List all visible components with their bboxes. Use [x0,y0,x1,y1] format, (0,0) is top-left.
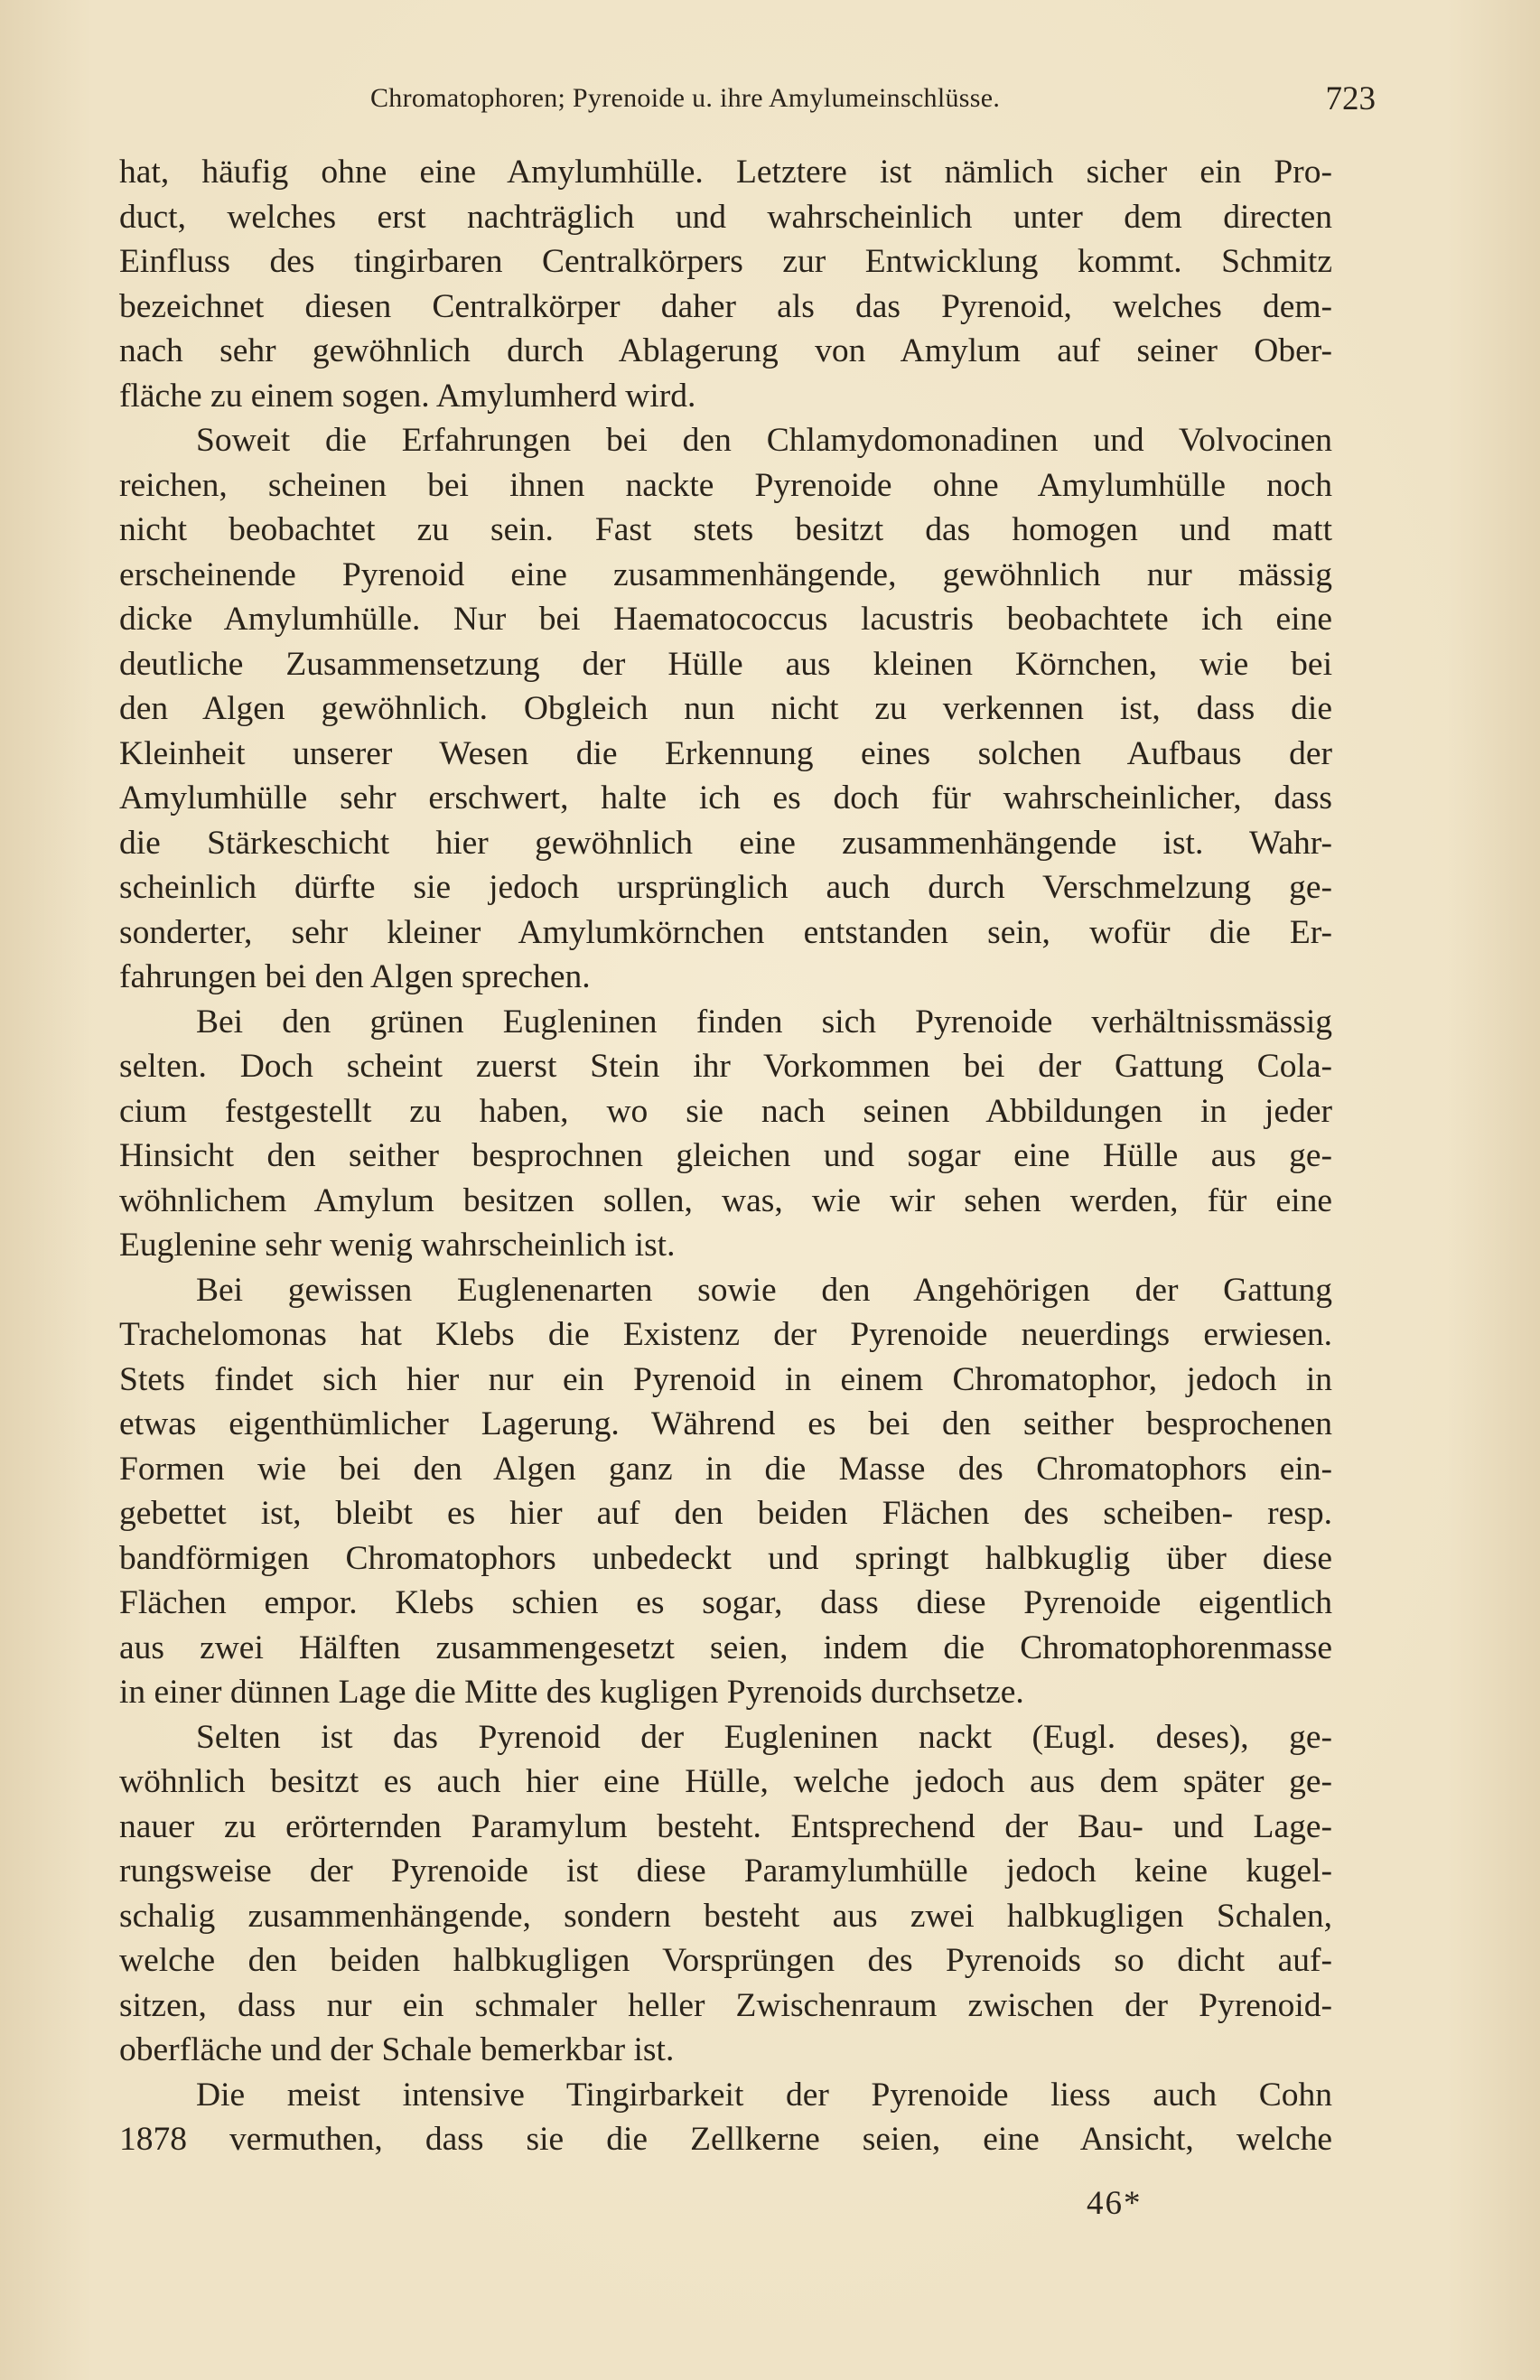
paragraph-start-line: Bei gewissen Euglenenarten sowie den Angehörigen der Gattung [196,1271,1332,1309]
paragraph-start-line: Soweit die Erfahrungen bei den Chlamydomonadinen und Volvocinen [196,422,1332,459]
text-line: cium festgestellt zu haben, wo sie nach seinen Abbildungen in jeder [119,1092,1332,1130]
text-line: nauer zu erörternden Paramylum besteht. Entsprechend der Bau- und Lage- [119,1807,1332,1845]
text-line: 1878 vermuthen, dass sie die Zellkerne seien, eine Ansicht, welche [119,2121,1332,2158]
text-line: fahrungen bei den Algen sprechen. [119,958,591,995]
text-line: nicht beobachtet zu sein. Fast stets besitzt das homogen und matt [119,511,1332,548]
text-line: sonderter, sehr kleiner Amylumkörnchen entstanden sein, wofür die Er- [119,913,1332,951]
text-line: Formen wie bei den Algen ganz in die Masse des Chromatophors ein- [119,1450,1332,1488]
text-line: oberfläche und der Schale bemerkbar ist. [119,2031,675,2068]
text-line: gebettet ist, bleibt es hier auf den beiden Flächen des scheiben- resp. [119,1495,1332,1532]
text-line: duct, welches erst nachträglich und wahrscheinlich unter dem directen [119,198,1332,236]
text-line: den Algen gewöhnlich. Obgleich nun nicht zu verkennen ist, dass die [119,690,1332,727]
page-number: 723 [1325,80,1376,117]
text-line: welche den beiden halbkugligen Vorsprüngen des Pyrenoids so dicht auf- [119,1942,1332,1979]
text-line: wöhnlich besitzt es auch hier eine Hülle, welche jedoch aus dem später ge- [119,1763,1332,1800]
text-line: Einfluss des tingirbaren Centralkörpers zur Entwicklung kommt. Schmitz [119,243,1332,280]
text-line: in einer dünnen Lage die Mitte des kugligen Pyrenoids durchsetze. [119,1674,1024,1711]
text-line: nach sehr gewöhnlich durch Ablagerung von Amylum auf seiner Ober- [119,332,1332,369]
text-line: Trachelomonas hat Klebs die Existenz der Pyrenoide neuerdings erwiesen. [119,1316,1332,1353]
text-line: reichen, scheinen bei ihnen nackte Pyrenoide ohne Amylumhülle noch [119,466,1332,504]
text-line: selten. Doch scheint zuerst Stein ihr Vorkommen bei der Gattung Cola- [119,1048,1332,1085]
text-line: Amylumhülle sehr erschwert, halte ich es doch für wahrscheinlicher, dass [119,779,1332,817]
text-line: deutliche Zusammensetzung der Hülle aus kleinen Körnchen, wie bei [119,645,1332,683]
text-line: Hinsicht den seither besprochnen gleichen und sogar eine Hülle aus ge- [119,1137,1332,1174]
text-line: hat, häufig ohne eine Amylumhülle. Letztere ist nämlich sicher ein Pro- [119,154,1332,191]
paragraph-start-line: Selten ist das Pyrenoid der Eugleninen nackt (Eugl. deses), ge- [196,1718,1332,1756]
text-line: bandförmigen Chromatophors unbedeckt und springt halbkuglig über diese [119,1539,1332,1577]
text-line: sitzen, dass nur ein schmaler heller Zwischenraum zwischen der Pyrenoid- [119,1986,1332,2024]
text-line: aus zwei Hälften zusammengesetzt seien, indem die Chromatophorenmasse [119,1629,1332,1666]
text-line: bezeichnet diesen Centralkörper daher als das Pyrenoid, welches dem- [119,287,1332,325]
text-line: fläche zu einem sogen. Amylumherd wird. [119,377,696,415]
text-line: die Stärkeschicht hier gewöhnlich eine zusammenhängende ist. Wahr- [119,824,1332,862]
text-line: Kleinheit unserer Wesen die Erkennung eines solchen Aufbaus der [119,734,1332,772]
text-line: schalig zusammenhängende, sondern besteht aus zwei halbkugligen Schalen, [119,1897,1332,1935]
paragraph-start-line: Bei den grünen Eugleninen finden sich Pyrenoide verhältnissmässig [196,1003,1332,1041]
body-text [119,150,1332,2162]
text-line: scheinlich dürfte sie jedoch ursprünglich auch durch Verschmelzung ge- [119,869,1332,906]
text-line: Flächen empor. Klebs schien es sogar, dass diese Pyrenoide eigentlich [119,1584,1332,1621]
text-line: rungsweise der Pyrenoide ist diese Paramylumhülle jedoch keine kugel- [119,1853,1332,1890]
text-line: etwas eigenthümlicher Lagerung. Während es bei den seither besprochenen [119,1405,1332,1442]
text-line: Stets findet sich hier nur ein Pyrenoid in einem Chromatophor, jedoch in [119,1360,1332,1398]
text-line: wöhnlichem Amylum besitzen sollen, was, wie wir sehen werden, für eine [119,1181,1332,1219]
paragraph-start-line: Die meist intensive Tingirbarkeit der Pyrenoide liess auch Cohn [196,2076,1332,2114]
running-head: Chromatophoren; Pyrenoide u. ihre Amylumeinschlüsse. [370,83,1001,113]
text-line: erscheinende Pyrenoid eine zusammenhängende, gewöhnlich nur mässig [119,555,1332,593]
text-line: Euglenine sehr wenig wahrscheinlich ist. [119,1227,676,1264]
text-line: dicke Amylumhülle. Nur bei Haematococcus lacustris beobachtete ich eine [119,601,1332,638]
signature-mark: 46* [1087,2185,1143,2222]
